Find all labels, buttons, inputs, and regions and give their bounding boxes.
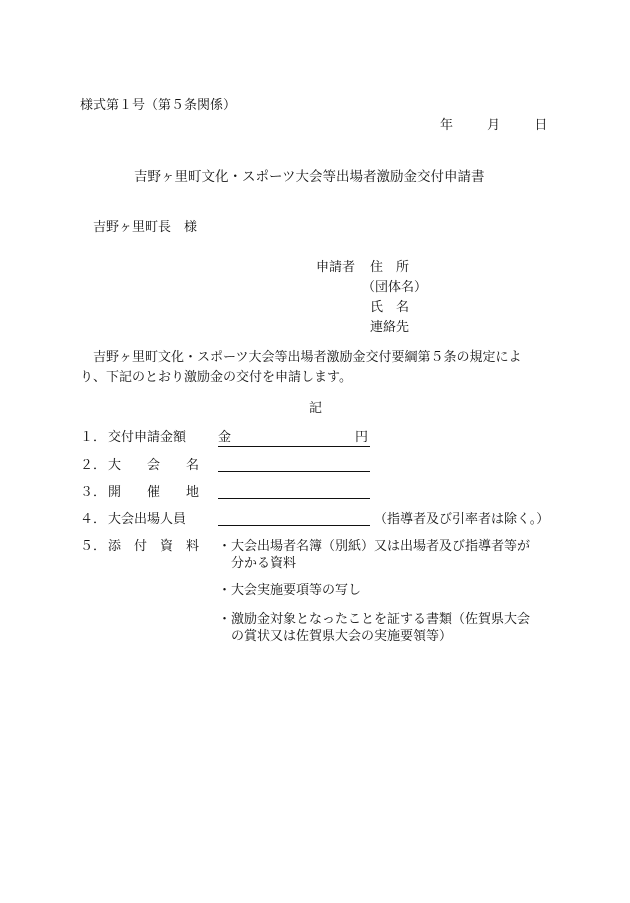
item-label: 交付申請金額 bbox=[108, 430, 187, 445]
item-label: 開 催 地 bbox=[108, 485, 200, 500]
attachment-bullet: ・ bbox=[218, 539, 232, 554]
event-name-underline bbox=[218, 471, 370, 472]
attachment-text-line-1: 大会出場者名簿（別紙）又は出場者及び指導者等が bbox=[231, 539, 531, 554]
participants-note: （指導者及び引率者は除く。） bbox=[374, 512, 550, 527]
participants-underline bbox=[218, 525, 370, 526]
date-line bbox=[440, 118, 547, 134]
attachment-text-line-1: 激励金対象となったことを証する書類（佐賀県大会 bbox=[231, 612, 531, 627]
applicant-name-label: 氏 名 bbox=[370, 300, 410, 315]
body-text-line-1: 吉野ヶ里町文化・スポーツ大会等出場者激励金交付要綱第５条の規定によ bbox=[93, 350, 522, 365]
date-day: 日 bbox=[534, 118, 548, 133]
attachment-text-line-2: の賞状又は佐賀県大会の実施要領等） bbox=[231, 629, 453, 644]
ki-heading: 記 bbox=[309, 401, 323, 416]
applicant-address-label: 住 所 bbox=[370, 260, 410, 275]
body-text-line-2: り、下記のとおり激励金の交付を申請します。 bbox=[80, 370, 352, 385]
addressee: 吉野ヶ里町長 様 bbox=[93, 220, 198, 235]
item-number: １． bbox=[80, 430, 107, 445]
attachment-bullet: ・ bbox=[218, 583, 232, 598]
item-label: 大 会 名 bbox=[108, 458, 200, 473]
amount-prefix: 金 bbox=[218, 430, 232, 445]
item-label: 添 付 資 料 bbox=[108, 539, 200, 554]
attachment-text-line-2: 分かる資料 bbox=[231, 556, 297, 571]
venue-underline bbox=[218, 498, 370, 499]
date-year: 年 bbox=[440, 118, 454, 133]
attachment-text-line-1: 大会実施要項等の写し bbox=[231, 583, 362, 598]
item-number: ４． bbox=[80, 512, 107, 527]
applicant-heading: 申請者 bbox=[316, 260, 356, 275]
date-month: 月 bbox=[487, 118, 501, 133]
item-label: 大会出場人員 bbox=[108, 512, 187, 527]
applicant-contact-label: 連絡先 bbox=[370, 320, 410, 335]
form-number: 様式第１号（第５条関係） bbox=[80, 98, 237, 113]
item-number: ３． bbox=[80, 485, 107, 500]
amount-underline bbox=[218, 446, 370, 447]
document-title: 吉野ヶ里町文化・スポーツ大会等出場者激励金交付申請書 bbox=[134, 169, 485, 185]
amount-suffix: 円 bbox=[355, 430, 369, 445]
item-number: ５． bbox=[80, 539, 107, 554]
applicant-group-label: （団体名） bbox=[362, 280, 428, 295]
attachment-bullet: ・ bbox=[218, 612, 232, 627]
item-number: ２． bbox=[80, 458, 107, 473]
